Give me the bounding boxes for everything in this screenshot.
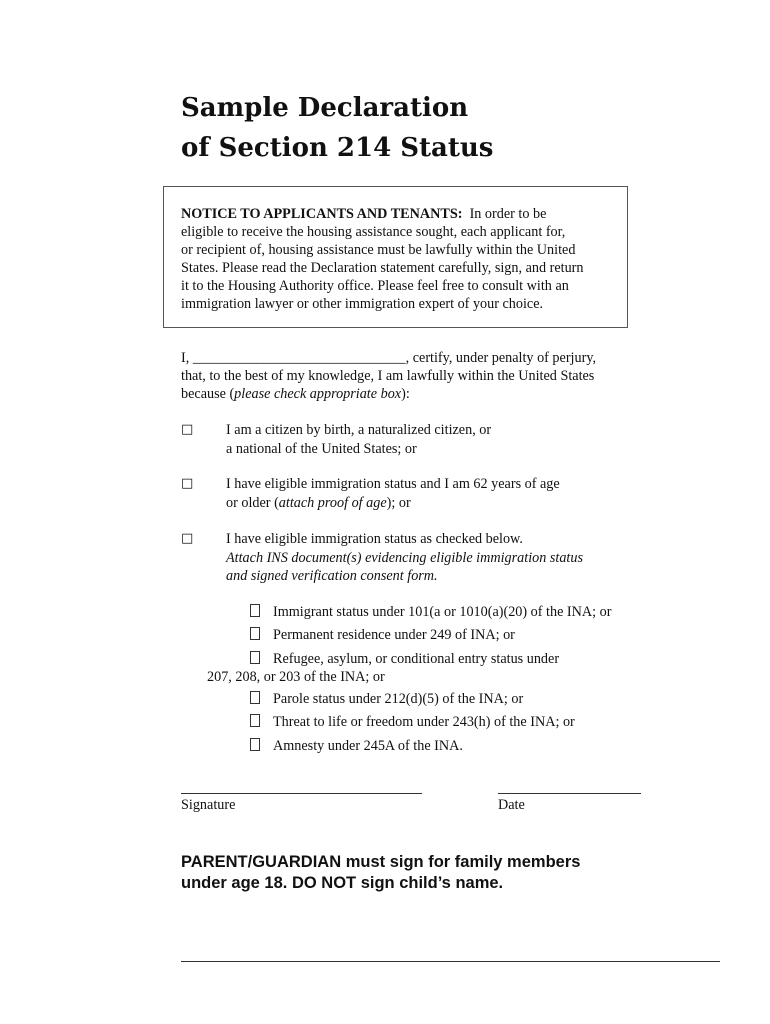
document-title xyxy=(181,88,493,168)
checkbox-citizen[interactable]: □ xyxy=(181,422,194,437)
title-line-1: Sample Declaration xyxy=(181,93,469,123)
status-checkbox-icon[interactable] xyxy=(250,691,260,704)
option-status-line-1: I have eligible immigration status as checked below. xyxy=(226,531,523,547)
certify-line-3-italic: please check appropriate box xyxy=(234,386,402,402)
notice-heading: NOTICE TO APPLICANTS AND TENANTS: xyxy=(181,206,463,222)
status-item-threat xyxy=(250,713,650,731)
parent-notice-line-1: PARENT/GUARDIAN must sign for family members xyxy=(181,853,581,871)
status-checkbox-icon[interactable] xyxy=(250,651,260,664)
parent-guardian-notice xyxy=(181,852,661,894)
certification-statement xyxy=(181,349,641,403)
status-permanent-label: Permanent residence under 249 of INA; or xyxy=(273,627,515,643)
option-age-line-1: I have eligible immigration status and I am 62 years of age xyxy=(226,476,560,492)
date-line[interactable] xyxy=(498,793,641,794)
status-refugee-continued: 207, 208, or 203 of the INA; or xyxy=(207,669,385,685)
checkbox-eligible-status[interactable]: □ xyxy=(181,531,194,546)
parent-notice-line-2: under age 18. DO NOT sign child’s name. xyxy=(181,874,504,892)
status-immigrant-label: Immigrant status under 101(a or 1010(a)(20) of the INA; or xyxy=(273,604,612,620)
status-item-amnesty xyxy=(250,737,650,755)
status-checkbox-icon[interactable] xyxy=(250,738,260,751)
notice-box xyxy=(163,186,628,328)
status-parole-label: Parole status under 212(d)(5) of the INA; or xyxy=(273,691,524,707)
status-refugee-label: Refugee, asylum, or conditional entry status under xyxy=(273,651,560,667)
signature-label: Signature xyxy=(181,797,236,813)
notice-line-5: it to the Housing Authority office. Please feel free to consult with an xyxy=(181,278,569,294)
notice-line-2: eligible to receive the housing assistance sought, each applicant for, xyxy=(181,224,566,240)
status-item-parole xyxy=(250,690,650,708)
status-checkbox-icon[interactable] xyxy=(250,627,260,640)
certify-line-3-prefix: because ( xyxy=(181,386,235,402)
status-item-permanent xyxy=(250,626,650,644)
option-status-line-2: Attach INS document(s) evidencing eligible immigration status xyxy=(226,549,583,566)
status-checkbox-icon[interactable] xyxy=(250,714,260,727)
option-status-line-3: and signed verification consent form. xyxy=(226,568,438,584)
notice-line-4: States. Please read the Declaration statement carefully, sign, and return xyxy=(181,260,584,276)
option-age-line-2-suffix: ); or xyxy=(386,494,411,511)
certify-line-3-suffix: ): xyxy=(401,386,410,402)
option-citizen-line-2: a national of the United States; or xyxy=(226,440,417,457)
certify-line-1: I, ______________________________, certify, under penalty of perjury, xyxy=(181,350,597,366)
title-line-2: of Section 214 Status xyxy=(181,133,494,163)
status-item-immigrant xyxy=(250,603,650,621)
notice-line-1: In order to be xyxy=(469,206,547,222)
notice-line-3: or recipient of, housing assistance must be lawfully within the United xyxy=(181,242,576,258)
date-label: Date xyxy=(498,797,525,813)
certify-line-2: that, to the best of my knowledge, I am lawfully within the United States xyxy=(181,368,595,384)
checkbox-age[interactable]: □ xyxy=(181,476,194,491)
option-age-line-2-prefix: or older ( xyxy=(226,494,279,511)
signature-line[interactable] xyxy=(181,793,422,794)
status-threat-label: Threat to life or freedom under 243(h) of the INA; or xyxy=(273,714,575,730)
option-citizen-line-1: I am a citizen by birth, a naturalized citizen, or xyxy=(226,422,492,438)
bottom-rule xyxy=(181,961,720,962)
status-amnesty-label: Amnesty under 245A of the INA. xyxy=(273,738,463,754)
status-checkbox-icon[interactable] xyxy=(250,604,260,617)
notice-line-6: immigration lawyer or other immigration expert of your choice. xyxy=(181,296,544,312)
status-item-refugee xyxy=(207,650,650,686)
option-age-line-2-italic: attach proof of age xyxy=(278,494,387,511)
